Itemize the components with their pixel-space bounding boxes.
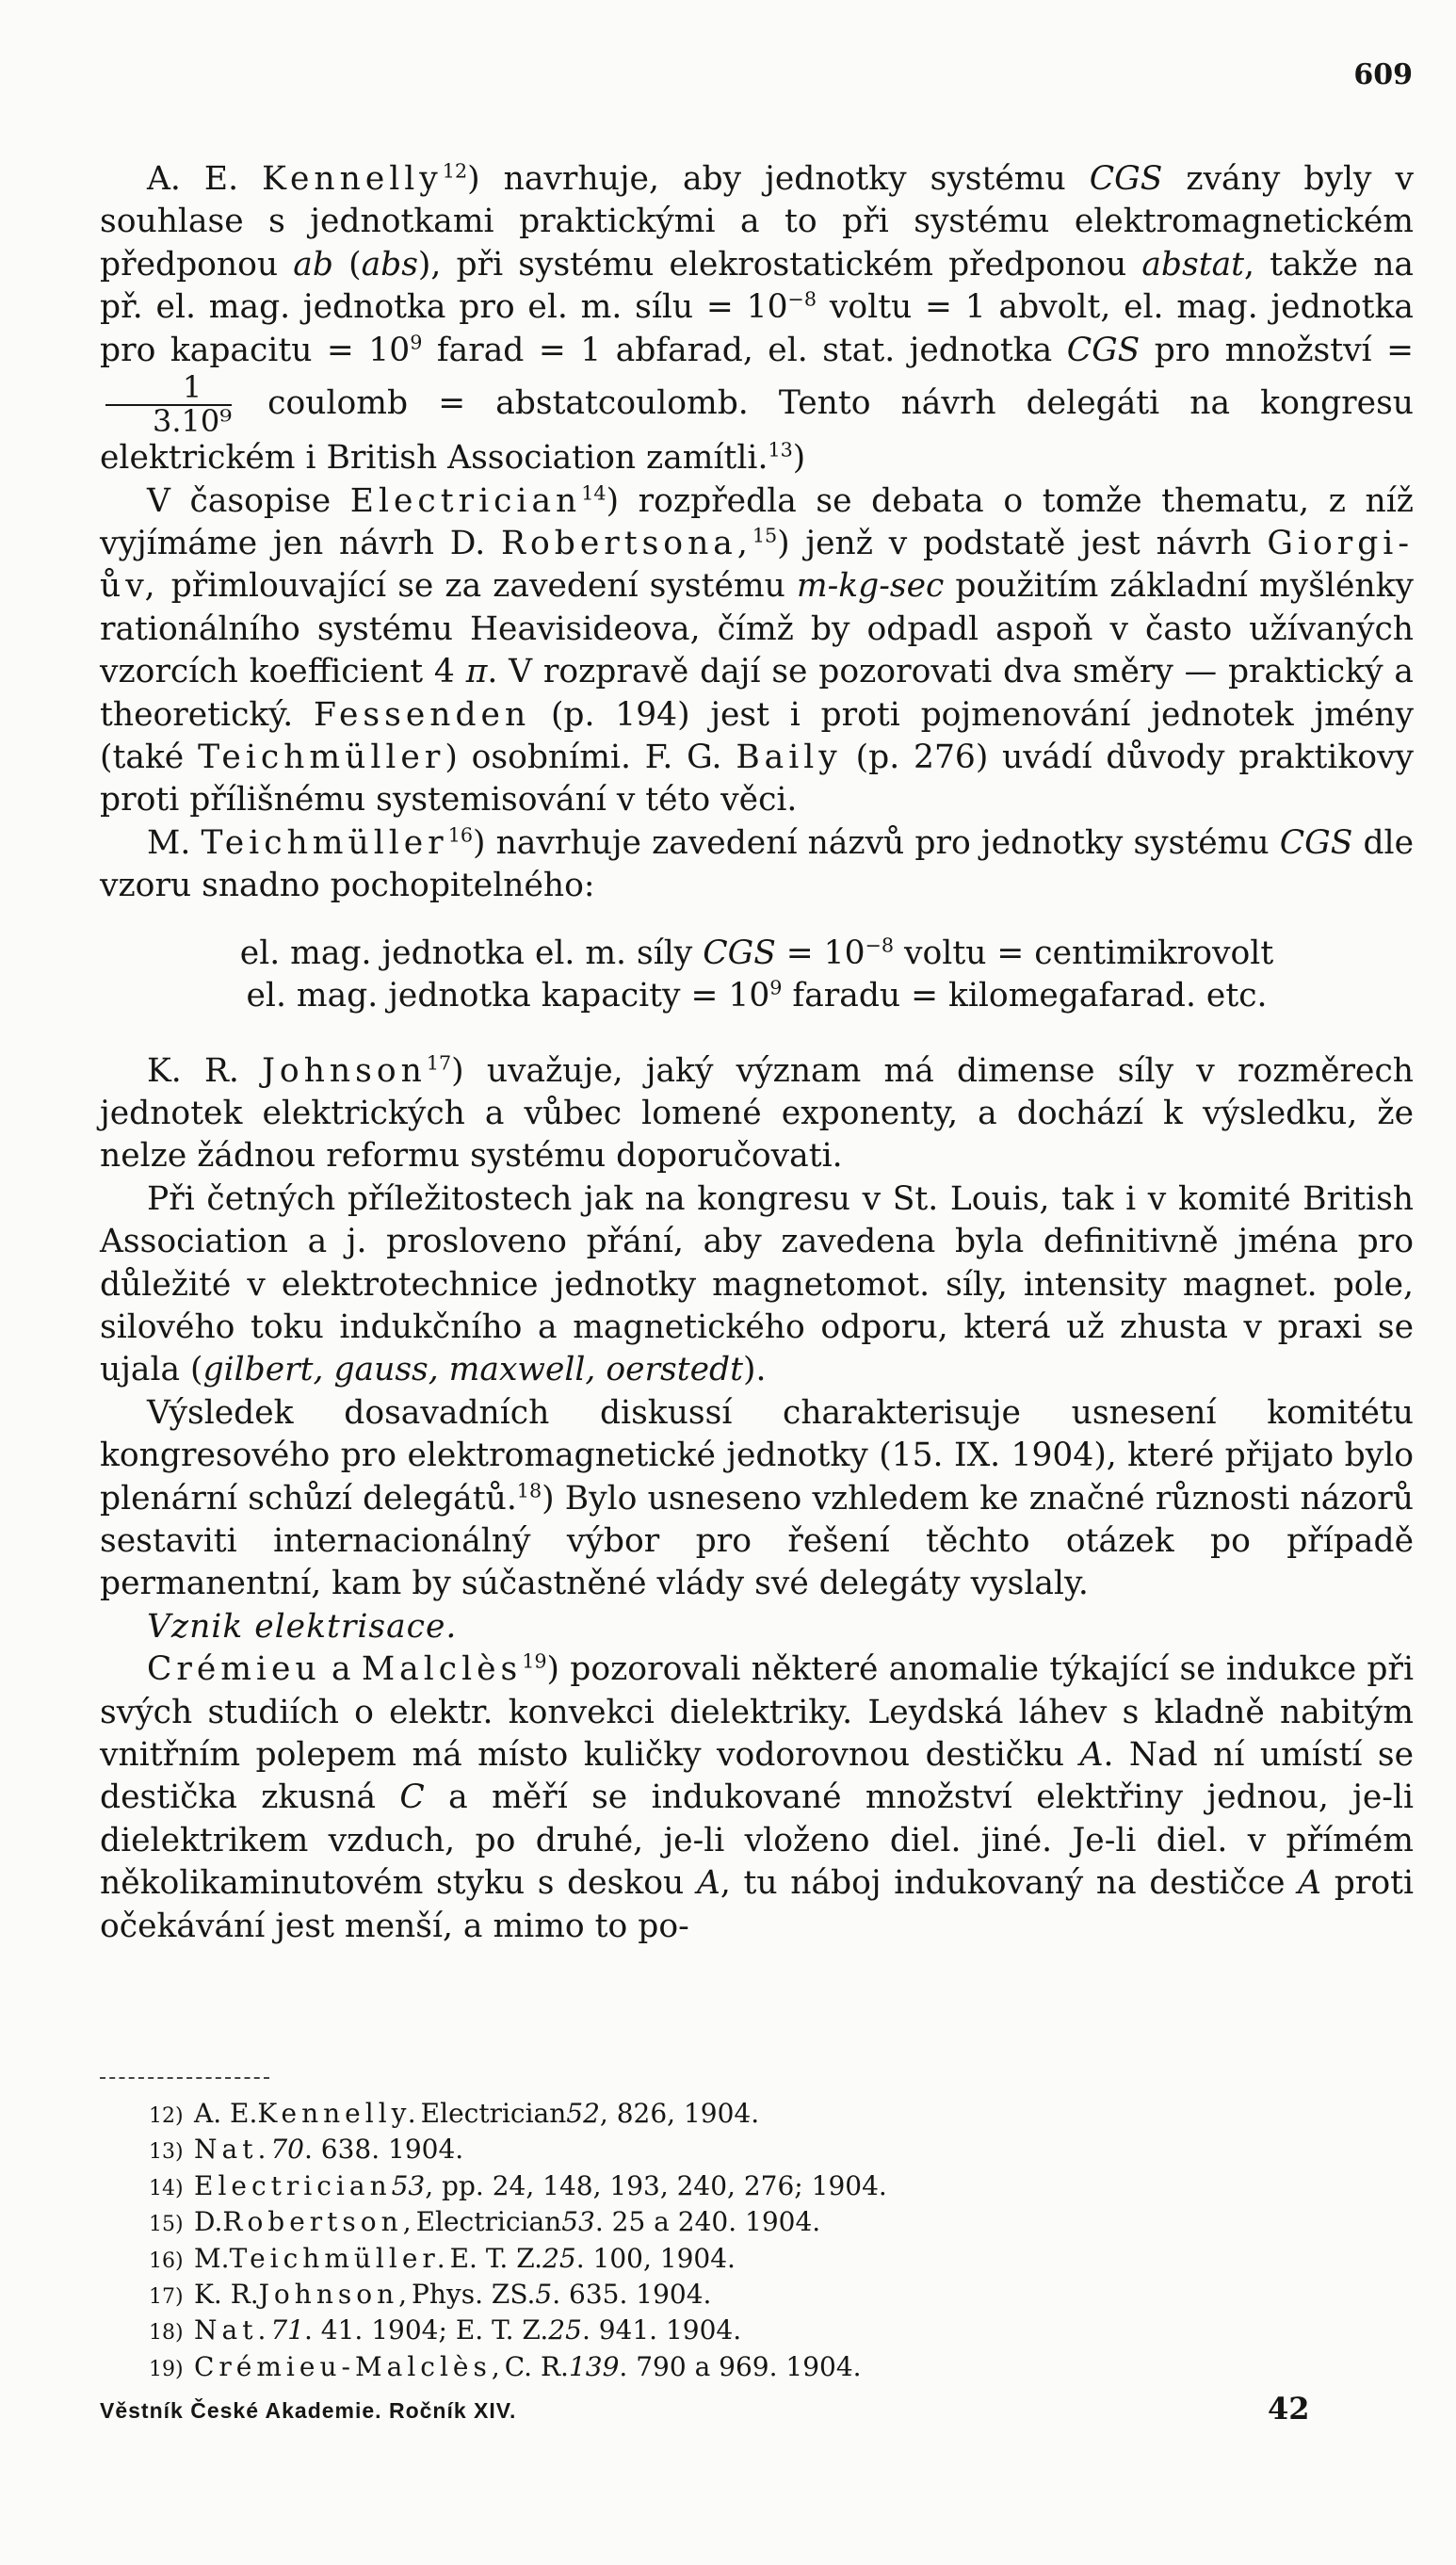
- footnote: [149, 2242, 1279, 2278]
- text-run: . V rozpravě dají se pozorovati dva směry — praktický a theoretický.: [100, 653, 1415, 734]
- text-run: . 941. 1904.: [581, 2314, 742, 2346]
- text-run: ) osobními. F. G.: [445, 739, 736, 777]
- paragraph: [100, 1648, 1414, 1948]
- section-electrisation: [100, 1648, 1414, 1948]
- italic-text: A: [1298, 1864, 1322, 1903]
- footnote: [149, 2133, 1279, 2168]
- body-text: [100, 158, 1414, 1948]
- footnote-mark: 15): [149, 2213, 184, 2237]
- spaced-name: Teichmüller.: [229, 2242, 450, 2274]
- text-run: voltu = 1 abvolt, el. mag. jednotka pro kapacitu = 10: [100, 288, 1414, 369]
- text-run: ) Bylo usneseno vzhledem ke značné různosti názorů sestaviti internacionálný výbor pro řešení těchto otázek po případě permanentní, kam by súčastněné vlády své delegáty vyslaly.: [100, 1479, 1414, 1603]
- footnote-mark: 14): [149, 2176, 184, 2200]
- text-run: voltu = centimikrovolt: [894, 933, 1274, 972]
- text-run: ).: [742, 1351, 767, 1389]
- text-run: Electrician: [415, 2206, 562, 2238]
- text-run: použitím základní myšlénky rationálního systému Heavisideova, čímž by odpadl aspoň v často užívaných vzorcích koefficient 4: [100, 567, 1415, 691]
- text-run: a měří se indukované množství elektřiny jednou, je-li dielektrikem vzduch, po druhé, je-li vloženo diel. jiné. Je-li diel. v přímém několikaminutovém styku s deskou: [100, 1778, 1414, 1903]
- text-run: . 25 a 240. 1904.: [594, 2206, 821, 2238]
- fraction-denominator: 3.10⁹: [153, 402, 233, 439]
- footnote-mark: 17): [149, 2285, 184, 2310]
- text-run: , tu náboj indukovaný na destičce: [720, 1864, 1299, 1903]
- italic-text: 139: [568, 2350, 620, 2382]
- spaced-name: Electrician: [194, 2169, 392, 2201]
- text-run: . 41. 1904; E. T. Z.: [304, 2314, 549, 2346]
- text-run: ) pozorovali některé anomalie týkající se indukce při svých studiích o elektr. konvekci dielektriky. Leydská láhev s kladně nabitým vnitřním polepem má místo kuličky vodorovnou destičku: [100, 1650, 1414, 1774]
- fraction: [105, 369, 233, 439]
- journal-footer: Věstník České Akademie. Ročník XIV.: [100, 2398, 517, 2423]
- spaced-name: Malclès: [361, 1650, 523, 1689]
- footnote-mark: 19): [149, 2357, 184, 2381]
- italic-text: 53: [391, 2169, 426, 2201]
- footnote: [149, 2097, 1279, 2133]
- text-run: el. mag. jednotka el. m. síly: [239, 933, 704, 972]
- footnote: [149, 2313, 1279, 2349]
- text-run: A. E.: [147, 160, 263, 198]
- footnote-ref: 16: [447, 823, 474, 847]
- italic-text: CGS: [1089, 160, 1163, 198]
- italic-text: A: [1079, 1736, 1104, 1774]
- text-run: K. R.: [147, 1051, 263, 1090]
- spaced-name: Nat.: [194, 2134, 271, 2166]
- text-run: V časopise: [147, 481, 350, 520]
- section-units-continued: [100, 1050, 1414, 1606]
- text-run: (p. 276) uvádí důvody praktikovy proti přílišnému systemisování v této věci.: [100, 739, 1415, 820]
- footnote-ref: 19: [522, 1649, 547, 1673]
- italic-text: gilbert, gauss, maxwell, oerstedt: [202, 1351, 743, 1389]
- footnote-mark: 12): [149, 2104, 184, 2128]
- section-heading: Vznik elektrisace.: [147, 1607, 458, 1646]
- text-run: ) uvažuje, jaký význam má dimense síly v rozměrech jednotek elektrických a vůbec lomené exponenty, a dochází k výsledku, že nelze žádnou reformu systému doporučovati.: [100, 1051, 1414, 1176]
- text-run: . 635. 1904.: [552, 2279, 712, 2311]
- footnote: [149, 2278, 1279, 2313]
- italic-text: m-kg-sec: [796, 567, 945, 606]
- text-run: el. mag. jednotka kapacity = 10: [246, 977, 770, 1015]
- text-run: faradu = kilomegafarad. etc.: [782, 977, 1268, 1015]
- text-run: A. E.: [194, 2098, 258, 2129]
- text-run: (p. 194) jest i proti pojmenování jednotek jmény (také: [100, 695, 1414, 777]
- text-run: M.: [194, 2242, 230, 2274]
- italic-text: A: [696, 1864, 720, 1903]
- text-run: K. R.: [194, 2279, 259, 2311]
- text-run: coulomb = abstatcoulomb. Tento návrh delegáti na kongresu elektrickém i British Association zamítli.: [100, 384, 1414, 478]
- italic-text: abstat: [1141, 245, 1245, 284]
- text-run: = 10: [775, 933, 866, 972]
- text-run: Při četných příležitostech jak na kongresu v St. Louis, tak i v komité British Association a j. prosloveno přání, aby zavedena byla definitivně jména pro důležité v elektrotechnice jednotky magnetomot. síly, intensity magnet. pole, silového toku indukčního a magnetického odporu, která už zhusta v praxi se ujala (: [100, 1179, 1414, 1389]
- italic-text: CGS: [1066, 331, 1141, 369]
- footnote-ref: 9: [410, 331, 423, 354]
- italic-text: 53: [561, 2206, 595, 2238]
- italic-text: π: [465, 653, 488, 691]
- text-run: ): [792, 439, 806, 478]
- footnote-ref: 9: [769, 976, 783, 999]
- spaced-name: Teichmüller: [201, 823, 448, 862]
- italic-text: 52: [566, 2098, 600, 2129]
- footnote: [149, 2169, 1279, 2205]
- footnote-ref: 18: [516, 1479, 542, 1502]
- text-run: Výsledek dosavadních diskussí charakterisuje usnesení komitétu kongresového pro elektromagnetické jednotky (15. IX. 1904), které přijato bylo plenární schůzí delegátů.: [100, 1393, 1414, 1518]
- text-run: farad = 1 abfarad, el. stat. jednotka: [422, 331, 1067, 369]
- italic-text: 5: [535, 2279, 553, 2311]
- spaced-name: Kennelly.: [257, 2098, 421, 2129]
- sheet-number: 42: [1268, 2391, 1310, 2427]
- italic-text: CGS: [703, 933, 776, 972]
- section-units: [100, 158, 1414, 908]
- spaced-name: Giorgi-ův,: [100, 525, 1414, 606]
- text-run: ) jenž v podstatě jest návrh: [777, 525, 1268, 563]
- text-run: Phys. ZS.: [412, 2279, 536, 2311]
- text-run: zvány byly v souhlase s jednotkami praktickými a to při systému elektromagnetickém předponou: [100, 160, 1415, 284]
- spaced-name: Crémieu-Malclès,: [194, 2350, 505, 2382]
- footnote-ref: 14: [581, 481, 607, 505]
- footnote-ref: 13: [768, 438, 793, 462]
- text-run: , 826, 1904.: [599, 2098, 760, 2129]
- text-run: (: [332, 245, 362, 284]
- spaced-name: Robertson,: [222, 2206, 416, 2238]
- spaced-name: Nat.: [194, 2314, 271, 2346]
- text-run: . 638. 1904.: [304, 2134, 464, 2166]
- paragraph: [100, 1392, 1414, 1606]
- footnote-ref: 17: [426, 1051, 452, 1074]
- italic-text: abs: [361, 245, 418, 284]
- text-run: pro množství =: [1140, 331, 1414, 369]
- equation-line: [100, 933, 1414, 975]
- paragraph: [100, 158, 1414, 480]
- spaced-name: Teichmüller: [198, 739, 445, 777]
- italic-text: CGS: [1279, 823, 1353, 862]
- text-run: M.: [147, 823, 202, 862]
- italic-text: C: [399, 1778, 425, 1817]
- footnote: [149, 2205, 1279, 2241]
- spaced-name: Fessenden: [313, 695, 531, 734]
- italic-text: 25: [548, 2314, 582, 2346]
- spaced-name: Johnson,: [258, 2279, 413, 2311]
- text-run: E. T. Z.: [449, 2242, 543, 2274]
- page-number: 609: [1353, 58, 1413, 91]
- italic-text: 25: [542, 2242, 576, 2274]
- spaced-name: Robertsona,: [500, 525, 752, 563]
- footnotes: [149, 2097, 1279, 2386]
- footnote-mark: 16): [149, 2248, 184, 2273]
- text-run: dle vzoru snadno pochopitelného:: [100, 823, 1414, 905]
- paragraph: [100, 1050, 1414, 1178]
- footnote-ref: 15: [752, 524, 778, 547]
- spaced-name: Electrician: [349, 481, 582, 520]
- footnote-rule: [100, 2077, 269, 2079]
- text-run: přimlouvající se za zavedení systému: [159, 567, 797, 606]
- footnote-ref: −8: [787, 287, 817, 311]
- spaced-name: Kennelly: [262, 160, 443, 198]
- text-run: Electrician: [420, 2098, 567, 2129]
- text-run: . Nad ní umístí se destička zkusná: [100, 1736, 1414, 1817]
- text-run: . 790 a 969. 1904.: [619, 2350, 862, 2382]
- text-run: C. R.: [504, 2350, 569, 2382]
- text-run: , takže na př. el. mag. jednotka pro el. m. sílu = 10: [100, 245, 1414, 327]
- fraction-numerator: 1: [105, 372, 232, 406]
- italic-text: ab: [293, 245, 333, 284]
- spaced-name: Johnson: [262, 1051, 427, 1090]
- paragraph: [100, 1178, 1414, 1392]
- paragraph: [100, 480, 1414, 822]
- equation-line: [100, 975, 1414, 1017]
- footnote-mark: 13): [149, 2140, 184, 2165]
- footnote-ref: −8: [865, 933, 895, 957]
- equation-block: [100, 933, 1414, 1018]
- text-run: . 100, 1904.: [575, 2242, 736, 2274]
- text-run: a: [320, 1650, 362, 1689]
- footnote-mark: 18): [149, 2321, 184, 2346]
- text-run: ) navrhuje, aby jednotky systému: [467, 160, 1090, 198]
- text-run: ) rozpředla se debata o tomže thematu, z níž vyjímáme jen návrh D.: [100, 481, 1414, 563]
- italic-text: 70: [270, 2134, 304, 2166]
- spaced-name: Baily: [736, 739, 842, 777]
- text-run: , pp. 24, 148, 193, 240, 276; 1904.: [425, 2169, 887, 2201]
- italic-text: 71: [270, 2314, 304, 2346]
- spaced-name: Crémieu: [147, 1650, 321, 1689]
- text-run: D.: [194, 2206, 223, 2238]
- text-run: ) navrhuje zavedení názvů pro jednotky systému: [473, 823, 1280, 862]
- text-run: ), při systému elekrostatickém předponou: [417, 245, 1142, 284]
- footnote: [149, 2350, 1279, 2386]
- text-run: proti očekávání jest menší, a mimo to po-: [100, 1864, 1414, 1945]
- footnote-ref: 12: [442, 159, 468, 183]
- paragraph: [100, 822, 1414, 908]
